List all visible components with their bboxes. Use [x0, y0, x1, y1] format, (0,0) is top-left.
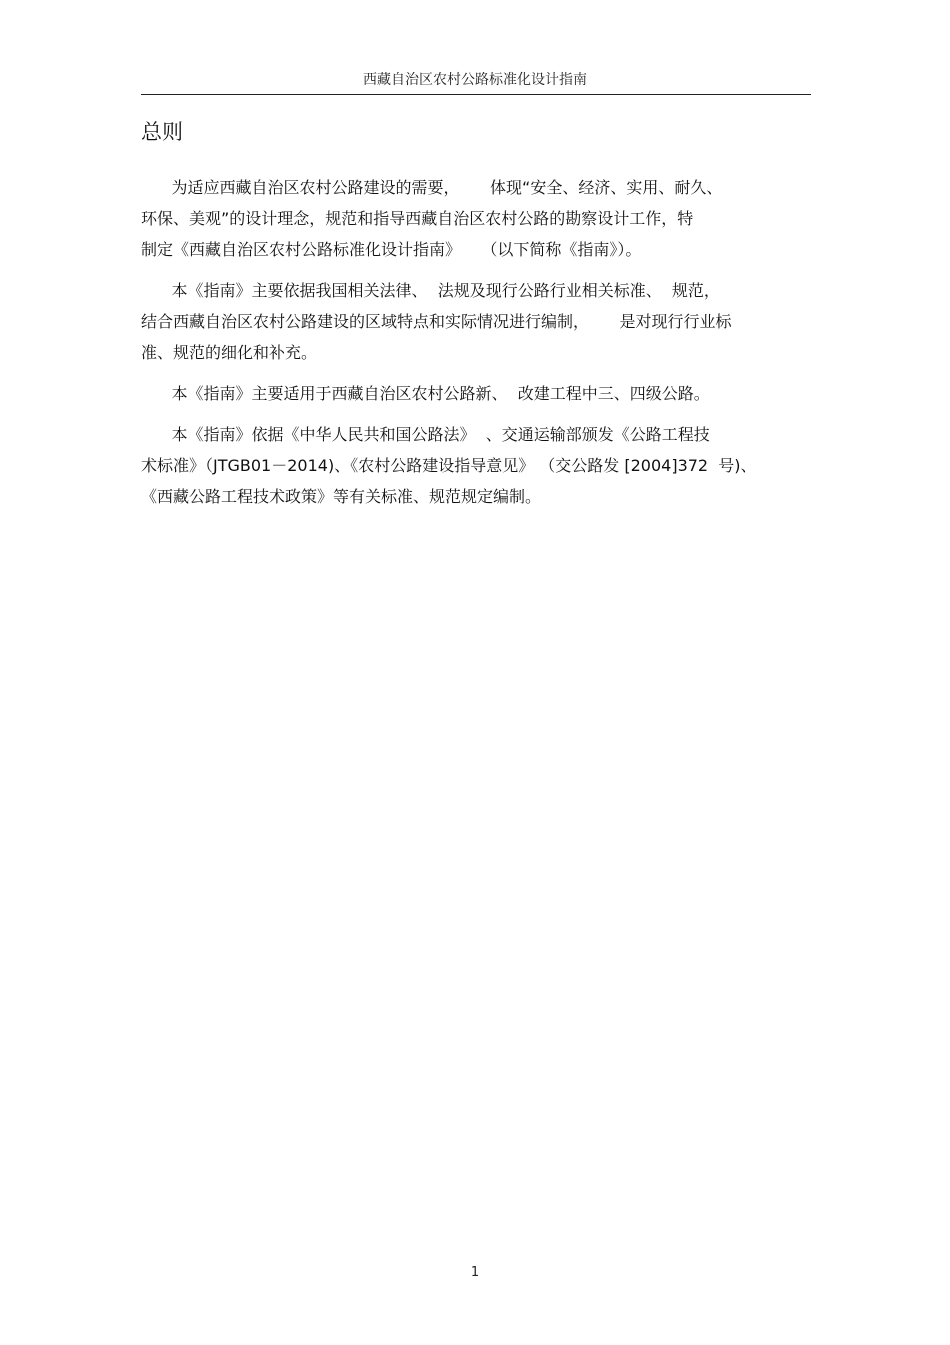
paragraph-3 — [141, 378, 811, 409]
paragraph-line: 术标准》（JTGB01－2014)、《农村公路建设指导意见》 （交公路发 [2004]372 号)、 — [141, 456, 757, 475]
running-header: 西藏自治区农村公路标准化设计指南 — [363, 72, 587, 88]
paragraph-2 — [141, 275, 811, 368]
page-number: 1 — [470, 1265, 480, 1280]
header-divider — [141, 94, 811, 95]
paragraph-line: 结合西藏自治区农村公路建设的区域特点和实际情况进行编制， 是对现行行业标 — [141, 312, 732, 331]
paragraph-line: 环保、美观”的设计理念，规范和指导西藏自治区农村公路的勘察设计工作，特 — [141, 209, 694, 228]
paragraph-line: 制定《西藏自治区农村公路标准化设计指南》 （以下简称《指南》）。 — [141, 240, 642, 259]
paragraph-1 — [141, 172, 811, 265]
paragraph-line: 《西藏公路工程技术政策》等有关标准、规范规定编制。 — [141, 487, 542, 506]
paragraph-line: 准、规范的细化和补充。 — [141, 343, 318, 362]
paragraph-line: 为适应西藏自治区农村公路建设的需要， 体现“安全、经济、实用、耐久、 — [141, 178, 723, 197]
paragraph-line: 本《指南》依据《中华人民共和国公路法》 、交通运输部颁发《公路工程技 — [141, 425, 710, 444]
paragraph-line: 本《指南》主要依据我国相关法律、 法规及现行公路行业相关标准、 规范， — [141, 281, 720, 300]
body-text — [141, 172, 811, 522]
paragraph-4 — [141, 419, 811, 512]
paragraph-line: 本《指南》主要适用于西藏自治区农村公路新、 改建工程中三、四级公路。 — [141, 384, 710, 403]
section-title: 总则 — [141, 120, 183, 144]
